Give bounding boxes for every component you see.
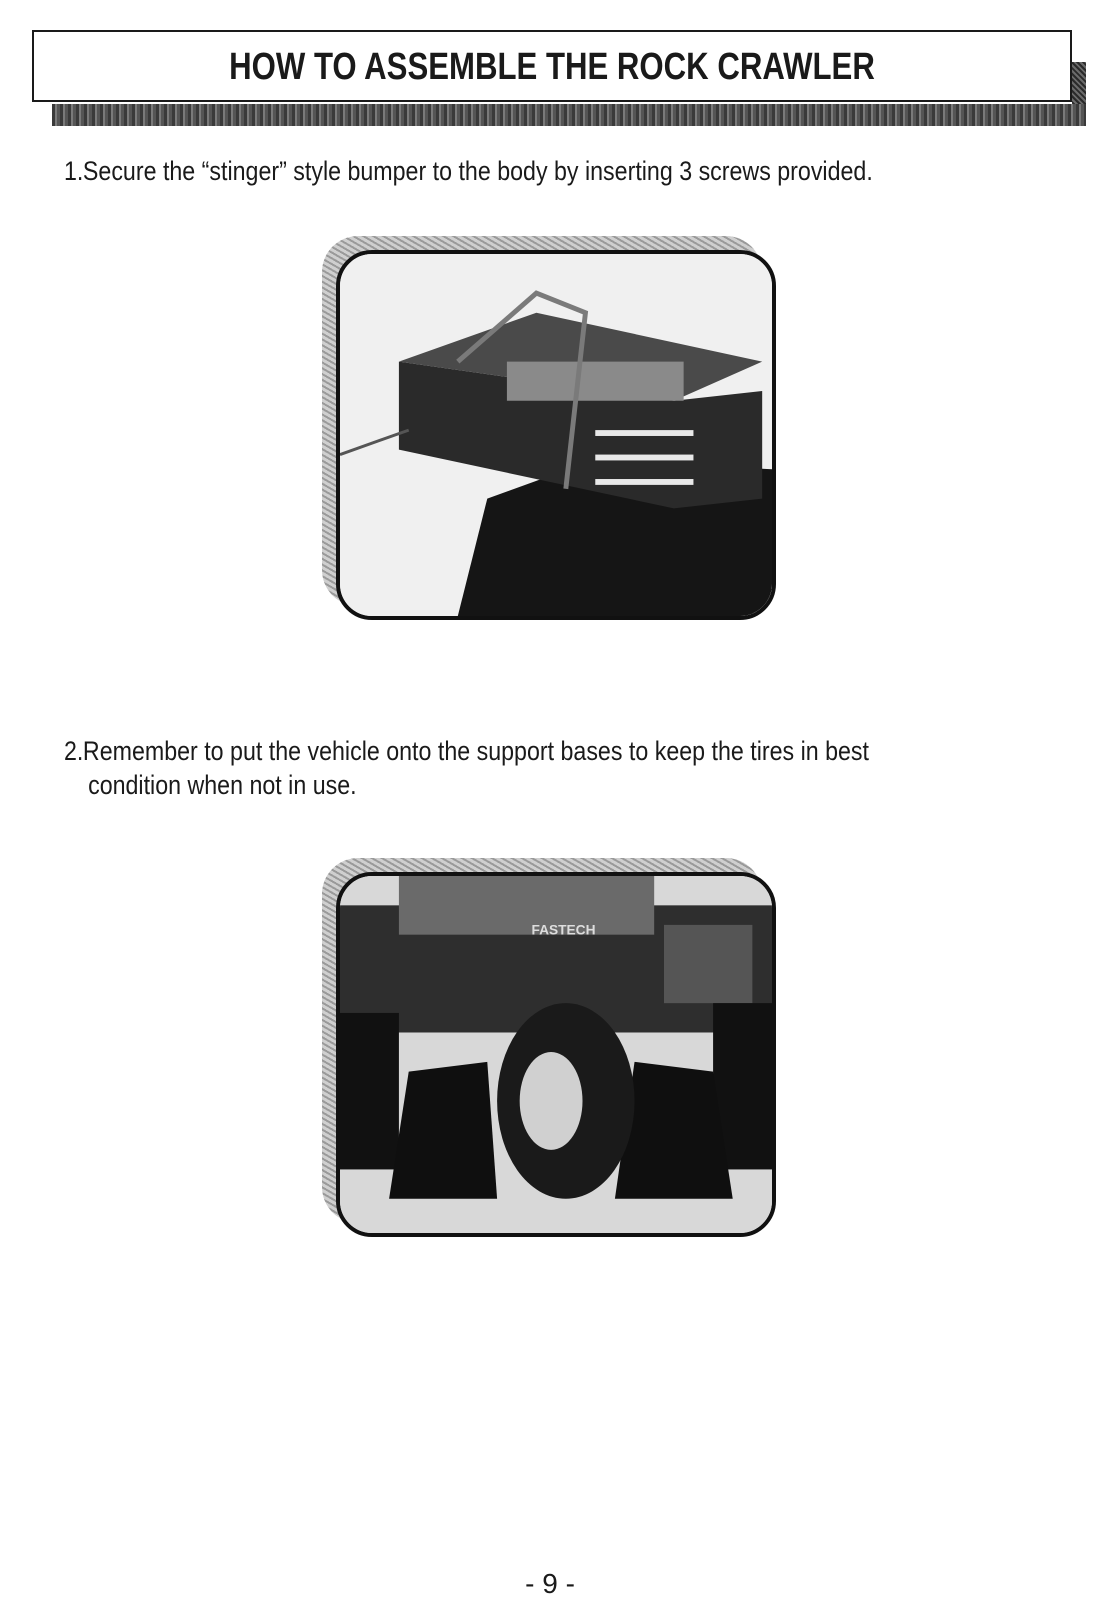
support-base-photo-frame bbox=[336, 872, 776, 1237]
step-1 bbox=[64, 154, 873, 188]
page-title: HOW TO ASSEMBLE THE ROCK CRAWLER bbox=[229, 46, 875, 88]
page-number: - 9 - bbox=[525, 1568, 575, 1599]
step-2-text-line1: Remember to put the vehicle onto the support bases to keep the tires in best bbox=[82, 736, 870, 766]
support-base-photo bbox=[336, 872, 776, 1237]
title-banner bbox=[32, 30, 1072, 102]
bumper-photo bbox=[336, 250, 776, 620]
step-2-number: 2. bbox=[64, 736, 84, 766]
grille-label: FASTECH bbox=[531, 922, 596, 938]
step-2 bbox=[64, 734, 869, 802]
title-shadow-bar bbox=[52, 104, 1086, 126]
step-2-text-line2: condition when not in use. bbox=[88, 770, 357, 800]
step-1-number: 1. bbox=[64, 156, 84, 186]
step-1-text: Secure the “stinger” style bumper to the body by inserting 3 screws provided. bbox=[82, 156, 873, 186]
bumper-photo-frame bbox=[336, 250, 776, 620]
